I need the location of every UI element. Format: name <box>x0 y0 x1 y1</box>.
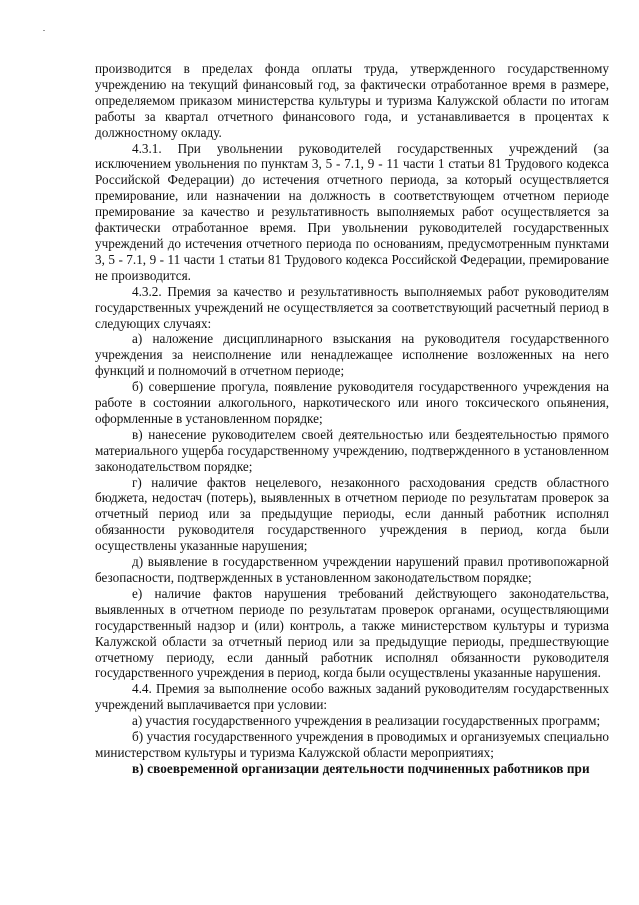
list-item-v: в) нанесение руководителем своей деятельностью или бездеятельностью прямого материального ущерба государственному учреждению, подтвержденного в установленном законодательством порядке; <box>95 426 609 474</box>
paragraph-4-3-1: 4.3.1. При увольнении руководителей государственных учреждений (за исключением увольнения по пунктам 3, 5 - 7.1, 9 - 11 части 1 статьи 81 Трудового кодекса Российской Федерации) до истечения отчетного периода, за который осуществляется премирование, или назначении на должность в соответствующем отчетном периоде премирование за качество и результативность выполняемых работ осуществляется за фактически отработанное время. При увольнении руководителей государственных учреждений до истечения отчетного периода по основаниям, предусмотренным пунктами 3, 5 - 7.1, 9 - 11 части 1 статьи 81 Трудового кодекса Российской Федерации, премирование не производится. <box>95 140 609 283</box>
condition-a: а) участия государственного учреждения в реализации государственных программ; <box>132 713 601 729</box>
list-item-d: д) выявление в государственном учреждении нарушений правил противопожарной безопасности, подтвержденных в установленном законодательством порядке; <box>95 554 609 585</box>
paragraph-4-4: 4.4. Премия за выполнение особо важных заданий руководителям государственных учреждений выплачивается при условии: <box>95 681 609 713</box>
paragraph-4-3-2: 4.3.2. Премия за качество и результативность выполняемых работ руководителям государственных учреждений не осуществляется за соответствующий расчетный период в следующих случаях: <box>95 283 609 331</box>
document-page <box>95 61 609 777</box>
paragraph-4-3-continuation: производится в пределах фонда оплаты труда, утвержденного государственному учреждению на текущий финансовый год, за фактически отработанное время в размере, определяемом приказом министерства культуры и туризма Калужской области по итогам работы за квартал отчетного финансового года, и устанавливается в процентах к должностному окладу. <box>95 61 609 140</box>
scan-speck <box>43 30 45 31</box>
condition-b: б) участия государственного учреждения в проводимых и организуемых специально министерством культуры и туризма Калужской области мероприятиях; <box>95 729 609 760</box>
list-item-a: а) наложение дисциплинарного взыскания на руководителя государственного учреждения за неисполнение или ненадлежащее исполнение возложенных на него функций и полномочий в отчетном периоде; <box>95 331 609 379</box>
list-item-g: г) наличие фактов нецелевого, незаконного расходования средств областного бюджета, недостач (потерь), выявленных в отчетном периоде по результатам проверок за отчетный период или за предыдущие периоды, если данный работник исполнял обязанности руководителя государственного учреждения в период, когда были осуществлены указанные нарушения; <box>95 474 609 554</box>
list-item-e: е) наличие фактов нарушения требований действующего законодательства, выявленных в отчетном периоде по результатам проверок органами, осуществляющими государственный надзор и (или) контроль, а также министерством культуры и туризма Калужской области за отчетный период или за предыдущие периоды, предшествующие отчетному периоду, если данный работник исполнял обязанности руководителя государственного учреждения в период, когда были осуществлены указанные нарушения. <box>95 585 609 681</box>
list-item-b: б) совершение прогула, появление руководителя государственного учреждения на работе в состоянии алкогольного, наркотического или иного токсического опьянения, оформленные в установленном порядке; <box>95 379 609 426</box>
condition-v: в) своевременной организации деятельности подчиненных работников при <box>132 760 590 776</box>
